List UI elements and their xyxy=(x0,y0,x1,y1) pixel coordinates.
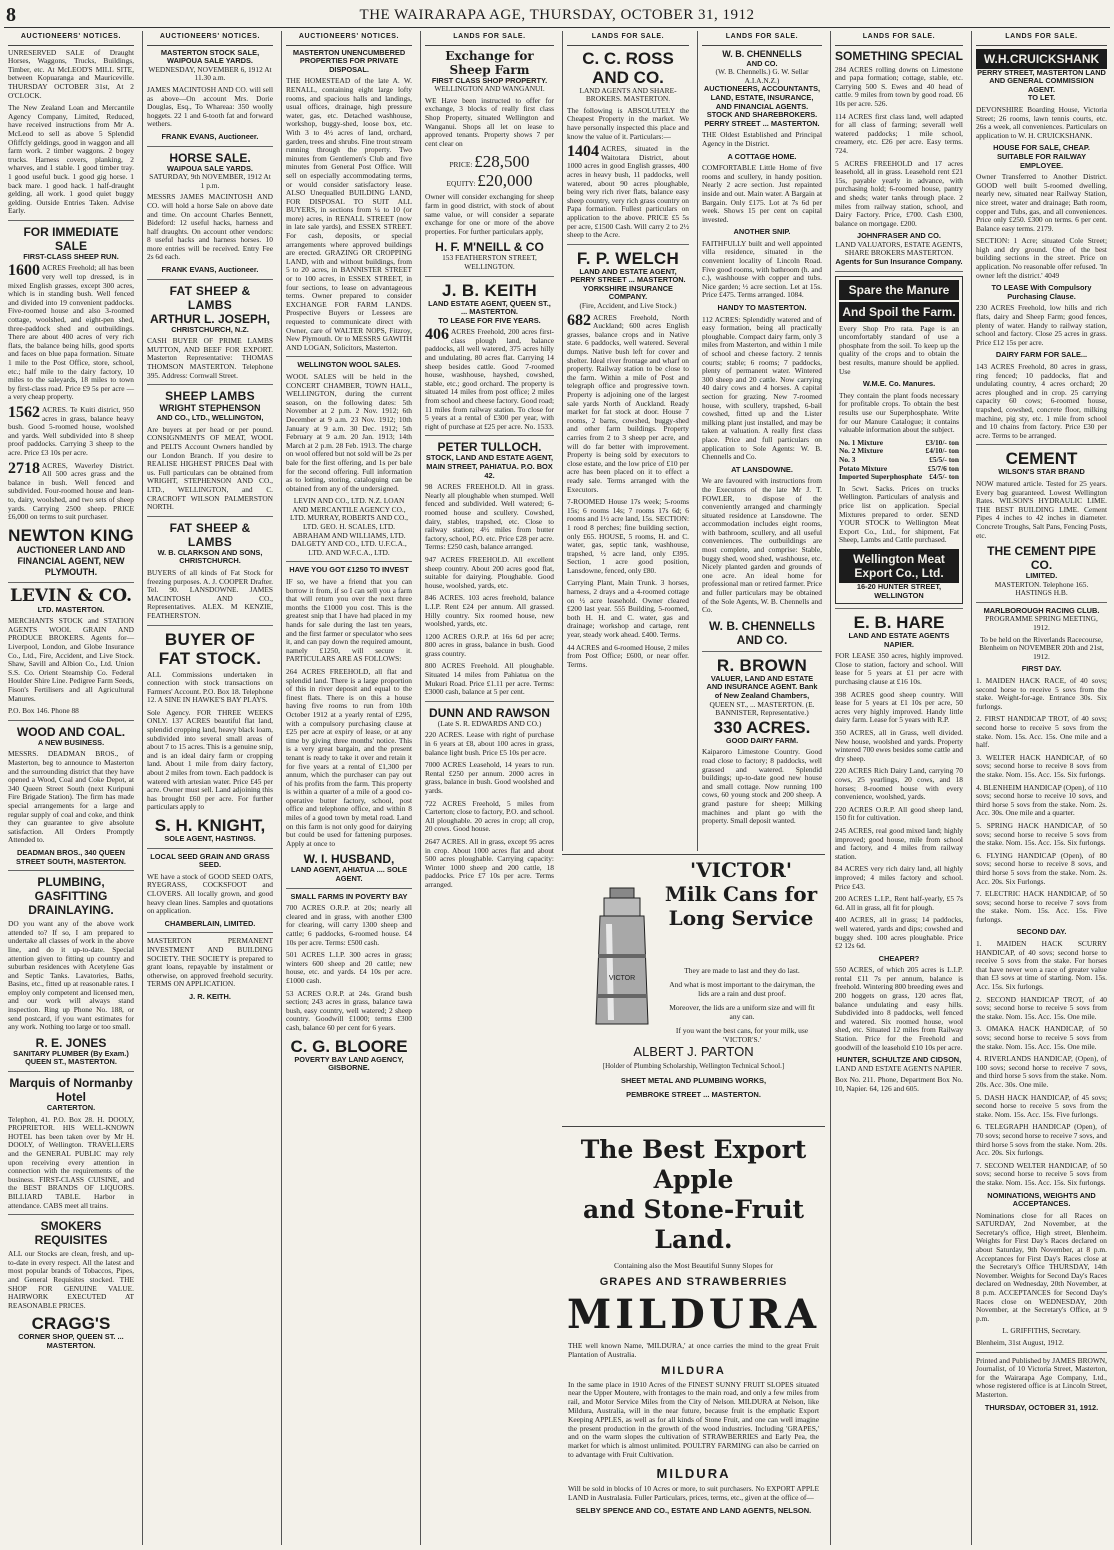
ad-text: 7000 ACRES Leasehold, 14 years to run. Rental £250 per annum. 2000 acres in grass, balance in bush. Good woolshed and yards. xyxy=(425,760,554,795)
mildura-sub2: MILDURA xyxy=(656,1465,731,1481)
victor-text-4: If you want the best cans, for your milk, use 'VICTOR'S.' xyxy=(675,1026,809,1044)
ad-text: Owner Transferred to Another District. GOOD well built 5-roomed dwelling, nearly new, situated near Railway Station, nice street, water and drainage; Bath room, copper and Tubs, gas, and all conveniences. Price only £250. £300 on terms. 6 per cent. Balance easy terms. 2179. xyxy=(976,172,1107,233)
ad-date: WEDNESDAY, NOVEMBER 6, 1912 At 11.30 a.m. xyxy=(148,64,272,83)
ad-draught-horses-details: The New Zealand Loan and Mercantile Agency Company, Limited, Reduced, have received instructions from Mr A. McLeod to sell as above 5 Splendid Ofiffcly geldings, good in waggon and all farm work. 2 timber waggons. 2 bogey trucks. Harness covers, planking, 2 wharves, and 1 stable. 1 good timber tray. 1 good useful buck. 1 good gig horse. 1 back mare. 1 good hack. 1 half-draught gelding, all work. 1 good quiet buggy gelding. Outside Entries Taken. Advise Early. xyxy=(8,103,134,216)
advertiser-name: H. F. M'NEILL & CO xyxy=(435,240,544,255)
ad-text: THE Oldest Established and Principal Agency in the District. xyxy=(702,130,822,148)
divider xyxy=(425,701,554,702)
ad-text: 350 ACRES, all in Grass, well divided. New house, woolshed and yards. Property wintered 700 ewes besides some cattle and dry sheep. xyxy=(835,728,963,763)
ad-title: SHEEP LAMBS xyxy=(165,389,255,404)
ad-text: Carrying Plant, Main Trunk. 3 horses, harness, 2 drays and a 4-roomed cottage on ½ acre leasehold. Owner cleared £200 last year. 555 Building, 5-roomed, both H. H. and C. water, gas and drainage; workshop and cartage, rent year, steady work ahead. £400. Terms. xyxy=(567,578,689,640)
parton-sub: [Holder of Plumbing Scholarship, Wellington Technical School.] xyxy=(602,1062,785,1070)
manure-product: No. 3 xyxy=(839,454,856,464)
meat-export-address: 16-20 HUNTER STREET, WELLINGTON xyxy=(856,581,942,600)
ad-title: CEMENT xyxy=(1005,449,1078,469)
meat-export-firm: Wellington Meat Export Co., Ltd. xyxy=(839,549,959,583)
ad-text: 264 ACRES FREEHOLD, all flat and splendid land. There is a large proportion of this in river deposit and equal to the finest flats. There is on this a house having five rooms to run from 10th October 1912 at a yearly rental of £295, with a compulsory purchasing clause at £25 per acre at expiry of lease, or at any time by giving three months' notice. This is a very great bargain, and the present tenant is ready to take it over and retain it for five years at a rental of £1,300 per annum, which the purchaser can pay out of his profits from the farm. This property is within a quarter of a mile of a good co-operative butter factory, school, post office and telephone office, and within 8 miles of a good town by metal road. Land on this farm is not only good for dairying but could be used for fattening purposes. Apply at once to xyxy=(286,666,412,848)
ad-footer: P.O. Box 146. Phone 88 xyxy=(8,706,79,716)
advertiser-name: ARTHUR L. JOSEPH, xyxy=(149,311,270,326)
race-entry: 3. WELTER HACK HANDICAP, of 60 sovs; second horse to receive 8 sovs from the stake. Nom. 15s. Acc. 15s. Six furlongs. xyxy=(976,752,1107,779)
racing-date: Blenheim, 31st August, 1912. xyxy=(976,1338,1064,1347)
ad-text: DO you want any of the above work attended to? If so, I am prepared to undertake all classes of work in the above line, and do it up-to-date. Special attention given to fitting up country and suburban residences with Acetylene Gas and Septic Tanks. Lavatories, Baths, Basins, etc., fitted up at reasonable rates. I employ only competent and licensed men, and our work will always stand inspection. Ring up Phone No. 188, or send postcard, if you want estimates for any work. Nothing too large or too small. xyxy=(8,919,134,1032)
column-header: AUCTIONEERS' NOTICES. xyxy=(8,31,134,46)
ad-subtitle: LAND VALUATORS, ESTATE AGENTS, SHARE BROKERS MASTERTON. xyxy=(835,239,963,258)
divider xyxy=(8,1071,134,1072)
ad-text: 700 ACRES O.R.P. at 20s; nearly all cleared and in grass, with another £300 for clearing, will carry 1300 sheep and cattle; 6 paddocks, 6-roomed house. £4 10s per acre. Terms: £500 cash. xyxy=(286,903,412,947)
mildura-ad xyxy=(562,1126,825,1544)
levin-title: LEVIN & CO. xyxy=(9,585,133,606)
ad-text: MASTERTON PERMANENT INVESTMENT AND BUILDING SOCIETY. THE SOCIETY is prepared to grant loans, repayable by instalment or otherwise, on approved freehold security. TERMS ON APPLICATION. xyxy=(147,936,273,989)
ad-footer: Box No. 211. Phone, Department Box No. 10, Napier. 64, 126 and 605. xyxy=(835,1075,963,1093)
victor-text-3: Moreover, the lids are a uniform size and will fit any can. xyxy=(669,1003,815,1021)
ad-lease: TO LEASE FOR FIVE YEARS. xyxy=(438,315,541,325)
can-label: VICTOR xyxy=(608,975,636,982)
price-label: PRICE: xyxy=(449,160,473,170)
column-header: LANDS FOR SALE. xyxy=(702,31,822,46)
ad-text: 722 ACRES Freehold, 5 miles from Carterton; close to factory, P.O. and school. All ploughable. 20 acres in crop; all crop, 20 cows. Good house. xyxy=(425,798,554,834)
race-entry: 2. FIRST HANDICAP TROT, of 40 sovs; second horse to receive 5 sovs from the stake. Nom. 15s. Acc. 15s. One mile and a half. xyxy=(976,714,1107,750)
advertiser-name: C. C. ROSS AND CO. xyxy=(582,48,674,87)
ad-subtitle: A NEW BUSINESS. xyxy=(37,737,105,747)
ad-subtitle: CHRISTCHURCH, N.Z. xyxy=(171,324,249,334)
ad-text: 143 ACRES Freehold, 80 acres in grass, ring fenced; 10 paddocks, flat and undulating country, 4 acres orchard; 20 acres ploughed and in crop. 25 carrying capacity 60 cows; 6-roomed house, trapshed, cowshed, concrete floor, milking machine, pig sty, etc. 1 mile from school and 10 chains from factory. Price £30 per acre. Terms to be arranged. xyxy=(976,362,1107,440)
newton-king-title: NEWTON KING xyxy=(8,525,134,545)
ad-subtitle: POVERTY BAY LAND AGENCY, GISBORNE. xyxy=(294,1054,404,1073)
ad-text: BUYERS of all kinds of Fat Stock for freezing purposes. A. J. COOPER Drafter. Tel. 90. LANSDOWNE. JAMES MACINTOSH AND CO., Representatives. ALEX. M KENZIE, FEATHERSTON. xyxy=(147,567,273,620)
column-5 xyxy=(562,31,693,851)
ad-heading: HANDY TO MASTERTON. xyxy=(717,303,807,313)
divider xyxy=(976,444,1107,445)
mildura-big: MILDURA xyxy=(567,1291,820,1338)
ad-text: CASH BUYER OF PRIME LAMBS MUTTON, AND BEEF FOR EXPORT. Masterton Representative: THOMAS THOMSON MASTERTON. Telephone 395. Address: Cornwall Street. xyxy=(147,336,273,380)
ad-text: We are favoured with instructions from the Executors of the late Mr J. T. FOWLER, to dispose of the conveniently arranged and charmingly situated residence at Lansdowne. The accommodation includes eight rooms, with bathroom, scullery, and all useful conveniences. The outbuildings are most complete, and comprise: Stable, buggy shed, wood shed, washhouse, etc. Nicely planted garden and grounds of one acre. An ideal home for professional man or retired farmer. Price and fuller particulars may be obtained of the Sole Agents, W. B. Chennells and Co. xyxy=(702,476,822,615)
advertiser-name: DUNN AND RAWSON xyxy=(429,705,550,720)
mildura-title-1: The Best Export Apple xyxy=(580,1135,807,1194)
ad-subtitle: LAND AND ESTATE AGENTS NAPIER. xyxy=(835,1063,963,1073)
acreage-number: 406 xyxy=(425,326,449,344)
ad-text: 398 ACRES good sheep country. Will lease for 5 years at £1 10s per acre, 50 acres very highly improved. Handy little dairy farm. Lease for 5 years with R.P. xyxy=(835,689,963,725)
manure-brand: W.M.E. Co. Manures. xyxy=(862,379,936,389)
price-value: £28,500 xyxy=(474,152,530,172)
column-6 xyxy=(697,31,826,851)
ad-title: HAVE YOU GOT £1250 TO INVEST xyxy=(289,565,409,575)
manure-price-list xyxy=(839,439,959,482)
ad-initials: W. B. CHENNELLS xyxy=(722,48,802,59)
ad-text: ACRES, situated in the Waitotara District, about 1000 acres in good English grasses, 400 acres in heavy bush, 11 paddocks, well watered, about 90 acres ploughable, being very rich river flats, balance easy sheep country, very rich grass country on Papa formation. Fullest particulars on application to the above. PRICE £5 5s per acre, £1500 Cash. Will carry 2 to 2½ sheep to the Acre. xyxy=(567,144,689,240)
ad-title: WELLINGTON WOOL SALES. xyxy=(297,360,401,370)
ad-subtitle: SANITARY PLUMBER (By Exam.) QUEEN ST., MASTERTON. xyxy=(13,1048,129,1067)
ad-subtitle: LAND AGENT, AHIATUA .... SOLE AGENT. xyxy=(290,865,408,884)
ad-text: WE Have been instructed to offer for exchange, 3 blocks of really first class Shop Property, situated Wellington and Wanganui. Shops all let on lease to approved tenants. Property shows 7 per cent clear on xyxy=(425,95,554,148)
ad-text: SECTION: 1 Acre; situated Cole Street; high and dry ground. One of the best building sections in the street. Price on application. No reasonable offer refused. 'In owner left the district.' 4049 xyxy=(976,236,1107,280)
ad-text: 400 ACRES, all in grass; 14 paddocks, well watered, yards and dips; cowshed and buggy shed. 100 acres ploughable. Price £2 12s 6d. xyxy=(835,915,963,951)
racing-text: To be held on the Riverlands Racecourse, Blenheim on NOVEMBER 20th and 21st, 1912. xyxy=(979,634,1104,661)
divider xyxy=(702,651,822,652)
ad-signature: J. R. KEITH. xyxy=(189,991,231,1001)
ad-subtitle: FIRST CLASS SHOP PROPERTY. xyxy=(431,75,548,85)
race-entry: 4. BLENHEIM HANDICAP (Open), of 110 sovs; second horse to receive 10 sovs, and third horse 5 sovs from the stake. Nom. 2s. Acc. 30s. One mile and a quarter. xyxy=(976,782,1107,818)
race-entry: 5. SPRING HACK HANDICAP, of 50 sovs; second horse to receive 5 sovs from the stake. Nom. 15s. Acc. 15s. Six furlongs. xyxy=(976,820,1107,848)
advertiser-name: HUNTER, SCHULTZE AND CIDSON, xyxy=(836,1055,962,1065)
races-day-2 xyxy=(976,940,1107,1187)
mildura-text-8: Will be sold in blocks of 10 Acres or more, to suit purchasers. No EXPORT APPLE LAND in Australasia. Fuller Particulars, prices, terms, etc., given at the office of— xyxy=(568,1483,819,1502)
divider xyxy=(147,146,273,147)
acreage-number: 2718 xyxy=(8,459,40,477)
ad-subtitle: WILSON'S STAR BRAND xyxy=(998,467,1085,477)
ad-text: WOOL SALES will be held in the CONCERT CHAMBER, TOWN HALL, WELLINGTON, during the current season, on the following dates: 5th November at 2 p.m. 2 Nov. 1912; 6th December at 9 a.m. 23 Nov. 1912; 10th January at 9 a.m. 30 Dec. 1912; 5th February at 9 a.m. 20 Jan. 1913; 14th March at 2 p.m. 28 Feb. 1913. The charge on wool offered but not sold will be 2s per bale for the first offering, and 1s per bale for the second offering. Full information as to lotting, storing, cataloguing can be obtained from any of the undersigned. xyxy=(286,371,412,493)
ad-title: SOMETHING SPECIAL xyxy=(835,48,964,63)
parton-sub2: SHEET METAL AND PLUMBING WORKS, xyxy=(620,1076,767,1085)
divider xyxy=(8,720,134,721)
advertiser-name: PETER TULLOCH. xyxy=(437,440,542,455)
race-entry: 5. DASH HACK HANDICAP, of 45 sovs; second horse to receive 5 sovs from the stake. Nom. 15s. Acc. 15s. Five furlongs. xyxy=(976,1092,1107,1119)
victor-text-2: And what is most important to the dairyman, the lids are a rain and dust proof. xyxy=(669,980,815,998)
advertiser-name: W. B. CHENNELLS AND CO. xyxy=(708,618,815,647)
race-entry: 7. SECOND WELTER HANDICAP, of 50 sovs; second horse to receive 5 sovs from the stake. Nom. 15s. Acc. 15s. Six furlongs. xyxy=(976,1160,1107,1187)
mildura-text-1: Containing also the Most Beautiful Sunny Slopes for xyxy=(614,1261,773,1270)
imprint-date: THURSDAY, OCTOBER 31, 1912. xyxy=(984,1402,1099,1412)
race-entry: 4. RIVERLANDS HANDICAP, (Open), of 100 sovs; second horse to receive 7 sovs, and third horse 5 sovs from the stake. Nom. 20s. Acc. 30s. One mile. xyxy=(976,1054,1107,1089)
advertiser-name: W. I. HUSBAND, xyxy=(303,852,395,867)
divider xyxy=(976,1352,1107,1353)
ad-title: LOCAL SEED GRAIN AND GRASS SEED. xyxy=(150,851,270,870)
ad-text: 2647 ACRES. All in grass, except 95 acres in crop. About 1000 acres flat and about 500 acres ploughable. Carrying capacity: Winter 1000 sheep and 200 cattle, 18 paddocks. Price £7 10s per acre. Terms arranged. xyxy=(425,836,554,889)
ad-text: 112 ACRES: Splendidly watered and of easy formation, being all practically ploughable. Compact dairy farm, only 3 miles from Masterton, and within 1 mile of school and cheese factory. 2 tennis courts; stable; 6 rooms; 7 paddocks, plenty of permanent water. Wintered 300 sheep and 20 cattle. Now carrying 40 dairy cows and 4 horses. A capital section for grazing. New 7-roomed house, with scullery, trapshed, 6-bail cowshed, fitted up and the Lister milking plant just installed, and may be taken at valuation. A really first class place. Price and full particulars on application to Sole Agents: W. B. Chennells and Co. xyxy=(702,314,822,462)
ad-subtitle: LAND ESTATE AGENT, QUEEN ST., ... MASTERTON. xyxy=(428,298,551,317)
ad-text: ACRES Freehold; all has been very well top dressed, is in mixed English grasses, except 300 acres, which is in standing bush. Well fenced and divided into 19 convenient paddocks. Five-roomed house and also 3-roomed cottage, woolshed, and eight-pen shed, three-paddock shed and outbuildings. There are about 400 acres of very rich flats, the balance being hills, good sports and faces on blue papa formation. Situate 1 mile to the Post Office, store, school, etc.; half mile to the dairy factory, 10 miles to the saleyards, 18 miles to town by first-class road. Price £9 5s per acre — a very cheap property. xyxy=(8,263,134,402)
column-header: AUCTIONEERS' NOTICES. xyxy=(286,31,412,46)
ad-text: ACRES Freehold, North Auckland; 600 acres English grasses, balance crops and in Native state. 6 paddocks, well watered. Several dumps. Native bush left for cover and shelter. Ideal river frontage and wharf on property. Railway station to be close to the farm. Within a mile of Post and telegraph office and progressive town. Property is adjoining one of the largest sale yards North of Auckland. Ready market for fat stock at door. House 7 rooms, 2 barns, cowshed, buggy-shed and other farm buildings. Property carries from 2 to 3 sheep per acre, and will do far better with improvement. Property is being sold by executors to close estate, and the low price of £10 per acre has been placed on it to effect a ready sale. Terms arranged with the Executors. xyxy=(567,312,689,494)
race-entry: 1. MAIDEN HACK RACE, of 40 sovs; second horse to receive 5 sovs from the stake. Weight-for-age. Entrance 30s. Six furlongs. xyxy=(976,676,1107,711)
ad-subtitle: YORKSHIRE INSURANCE COMPANY. xyxy=(583,283,673,302)
ad-text: MESSRS JAMES MACINTOSH AND CO. will hold a horse Sale on above date and time. On account Charles Bennett, Bideford: 12 useful hacks, harness and half draughts. On account other vendors: 8 useful hacks and harness horses. 10 more entries will be received. Entry Fee 2s 6d each. xyxy=(147,192,273,262)
mildura-title-2: and Stone-Fruit Land. xyxy=(583,1195,804,1254)
ad-text: Telephon, 41. P.O. Box 28. H. DOOLY, PROPRIETOR. HIS WELL-KNOWN HOTEL has been taken over by Mr H. DOOLY, of Wellington. TRAVELLERS and the GENERAL PUBLIC may rely upon receiving every attention in connection with the requirements of the business. FIRST-CLASS CUISINE, and the BEST BRANDS OF LIQUORS. BILLIARD TABLE. Harbor in attendance. CABS meet all trains. xyxy=(8,1114,134,1210)
ad-firms: LEVIN AND CO., LTD. N.Z. LOAN AND MERCANTILE AGENCY CO., LTD. MURRAY, ROBERTS AND CO., LTD. GEO. H. SCALES, LTD. ABRAHAM AND WILLIAMS, LTD. DALGETY AND CO., LTD. U.F.C.A., LTD. AND W.F.C.A., LTD. xyxy=(290,496,408,557)
advertiser-name: JOHNFRASER AND CO. xyxy=(857,231,941,241)
ad-title: MASTERTON STOCK SALE, xyxy=(160,47,260,57)
victor-milk-cans-ad xyxy=(562,854,825,1124)
ad-text: 550 ACRES, of which 205 acres is L.I.P. rental £11 7s per annum, balance is freehold. Wintering 800 breeding ewes and 200 hoggets on grass, 120 acres flat, balance undulating and easy hills. Subdivided into 8 paddocks, well fenced and watered. Six roomed house, wool shed, etc. Situated 12 miles from Railway Station. Price for the Freehold and goodwill of the leasehold £10 10s per acre. xyxy=(835,965,963,1052)
column-header: AUCTIONEERS' NOTICES. xyxy=(147,31,273,46)
ad-text: 220 ACRES Rich Dairy Land, carrying 70 cows, 25 yearlings, 20 cows, and 18 horses; 8-roomed house with every convenience, woolshed, yards. xyxy=(835,766,963,802)
ad-heading: ANOTHER SNIP. xyxy=(733,227,791,237)
column-4 xyxy=(420,31,558,1545)
ad-text: JAMES MACINTOSH AND CO. will sell as above—On account Mrs. Dorie Douglas, Esq., To Whareaa: 350 woolly hoggets. 22 1 and 6-tooth fat and forward wethers. xyxy=(147,84,273,129)
column-2 xyxy=(142,31,277,1545)
advertiser-name: CHAMBERLAIN, LIMITED. xyxy=(164,918,256,928)
ad-text: 53 ACRES O.R.P. at 24s. Grand bush section; 243 acres in grass, balance tawa bush, easy country, well watered; 2 sheep country. Goodwill £1000; terms £300 cash, balance 60 per cent for 6 years. xyxy=(286,988,412,1032)
ad-subtitle: LAND AND ESTATE AGENTS NAPIER. xyxy=(848,631,950,649)
manure-price: £4/10/- ton xyxy=(925,446,959,456)
ad-text: IF so, we have a friend that you can borrow it from, if so I can sell you a farm that will return you over the next three months the £1000 you cost. This is the greatest snip that I have had placed in my hands for sale during the last ten years, and the first farmer or speculator who sees it, and can pay down the required amount, namely £1250, will secure it. PARTICULARS ARE AS FOLLOWS: xyxy=(286,577,412,664)
ad-text: DEVONSHIRE Boarding House, Victoria Street; 26 rooms, lawn tennis courts, etc. 26s a week, all conveniences. Particulars on application to W. H. CRUICKSHANK. xyxy=(976,104,1107,140)
ad-text: Kaiparoro Limestone Country. Good road close to factory; 8 paddocks, well grassed and watered. Splendid buildings; up-to-date good new house and small cottage. Now running 100 cows, 60 young stock and 200 sheep. A grand pasture for sheep; Milking machines and plant go with the property. Small deposit wanted. xyxy=(702,747,822,826)
ad-text: 947 ACRES FREEHOLD. All excellent sheep country. About 200 acres good flat, suitable for dairying. Ploughable. Good house, woolshed, yards, etc. xyxy=(425,554,554,590)
divider xyxy=(286,561,412,562)
ad-subtitle: GOOD DAIRY FARM. xyxy=(725,735,799,745)
ad-text: 114 ACRES first class land, well adapted for all class of farming; severall well watered paddocks; 1 mile school, creamery, etc. £26 per acre. Easy terms. 724. xyxy=(835,111,963,155)
manure-price: £5/7/6 ton xyxy=(927,463,959,473)
advertiser-name: C. G. BLOORE xyxy=(290,1036,408,1056)
race-entry: 6. TELEGRAPH HANDICAP (Open), of 70 sovs; second horse to receive 7 sovs, and third horse 5 sovs from the stake. Nom. 20s. Acc. 20s. Six furlongs. xyxy=(976,1122,1107,1158)
ad-subtitle: CARTERTON. xyxy=(46,1103,96,1113)
ad-title: WOOD AND COAL. xyxy=(16,724,126,739)
divider xyxy=(425,276,554,277)
ad-subtitle: LAND AND ESTATE AGENT, PERRY STREET ... MASTERTON. xyxy=(570,266,686,285)
advertiser-name: R. BROWN xyxy=(716,655,808,675)
ad-agents: Agents for Sun Insurance Company. xyxy=(835,257,963,267)
manure-text: Every Shop Pro rata. Page is an uncomfortably standard of use a phosphate from the soil. To keep up the quality of the crops and to obtain the best results, manure should be applied. Use xyxy=(839,323,959,376)
manure-product: No. 1 Mixture xyxy=(839,437,883,447)
manure-price-row xyxy=(839,473,959,482)
manure-product: Imported Superphosphate xyxy=(839,472,923,482)
ad-text: 501 ACRES L.I.P. 300 acres in grass; winters 600 sheep and 20 cattle; new house, etc. and yards. £4 10s per acre. £1000 cash. xyxy=(286,950,412,985)
manure-price: £3/10/- ton xyxy=(925,437,959,447)
ad-signature: FRANK EVANS, Auctioneer. xyxy=(161,131,259,141)
ad-text: THE HOMESTEAD of the late A. W. RENALL, containing eight large lofty rooms, and spacious halls and landings, usual offices, drainage, high pressure water, gas, etc. Detached washhouse, workshop, buggy-shed, loose box, etc. With 3 to 4½ acres of land, orchard, garden, trees and shrubs. Fine trout stream running through the property. Two minutes from Gentlemen's Club and five minutes from General Post Office. Will sell on especially accommodating terms, or would consider satisfactory lease. ALSO Unequalled BUILDING LAND, FOR DISPOSAL TO SUIT ALL BUYERS, in sections from ¼ to 10 (or more) acres, in RENALL STREET (now in late sale yards), and ESSEX STREET. For cash, deposits, or special arrangements where approved buildings are erected. GRAZING OR CROPPING LAND, with and without buildings, from 5 to 20 acres, in BANNISTER STREET or to 100 acres, in ESSEX STREET, in four sections, to lease on advantageous terms. Owner prepared to consider EXCHANGE FOR FARM LANDS. Prospective Buyers or Lessees are requested to communicate direct with Owner, care of WALTER NOPS, Fitzroy, New Plymouth. Or to MESSRS GAWITH AND LOGAN, Solicitors, Masterton. xyxy=(286,76,412,352)
advertiser-name: CRAGG'S xyxy=(31,1314,111,1334)
ad-title: Exchange for Sheep Farm xyxy=(445,48,534,77)
divider xyxy=(8,582,134,583)
ad-text: Sole Agency. FOR THREE WEEKS ONLY. 137 ACRES beautiful flat land, splendid cropping land, heavy black loam, subdivided into several small areas of about 7 to 15 acres. This is a genuine snip, and is an ideal dairy farm or cropping land. About 1 mile from dairy factory, about 2 miles from town. Each paddock is watered with artesian water. Price £45 per acre. Owner must sell. Land adjoining this has brought £60 per acre. For further particulars apply to xyxy=(147,707,273,812)
victor-title: 'VICTOR' Milk Cans for Long Service xyxy=(664,858,818,930)
divider xyxy=(425,435,554,436)
victor-text-1: They are made to last and they do last. xyxy=(684,966,800,975)
ad-subtitle: LIMITED. xyxy=(1025,571,1058,581)
divider xyxy=(147,384,273,385)
ad-text: Are buyers at per head or per pound. CONSIGNMENTS OF MEAT, WOOL and PELTS Account Owners handled by our London Branch. If you desire to REALISE HIGHEST PRICES Deal with us. Full particulars can be obtained from WRIGHT, STEPHENSON AND CO., LTD., WELLINGTON, and C. CRACROFT WILSON PALMERSTON NORTH. xyxy=(147,424,273,512)
ad-footer: DEADMAN BROS., 340 QUEEN STREET SOUTH, MASTERTON. xyxy=(16,847,126,866)
ad-title: PLUMBING, GASFITTING DRAINLAYING. xyxy=(28,875,114,918)
ad-text: ACRES. Te Kuiti district, 950 acres in grass, balance heavy bush. Good 5-roomed house, woolshed and yards. Well subdivided into 8 sheep proof paddocks. Carrying 3 sheep to the acre. Price £3 10s per acre. xyxy=(8,404,134,457)
ad-heading: CHEAPER? xyxy=(878,953,920,963)
acreage-number: 1562 xyxy=(8,403,40,421)
ad-text: ACRES, Waverley District. All 500 acres grass and the balance in bush. Well fenced and subdivided. Four-roomed house and lean-to, dairy, woolshed, and two sets of sheep yards. Carrying 2500 sheep. PRICE £6,000 on terms to suit purchaser. xyxy=(8,460,134,522)
page-number: 8 xyxy=(6,4,16,26)
ad-text: 220 ACRES. Lease with right of purchase in 6 years at £8, about 100 acres in grass, balance light bush. Price £5 10s per acre. xyxy=(425,730,554,757)
ad-subtitle: WAIPOUA SALE YARDS. xyxy=(167,163,253,173)
manure-text-2: They contain the plant foods necessary for profitable crops. To obtain the best results use our Superphosphate. Write for our Manure Catalogue; it contains valuable information about the subject. xyxy=(839,390,959,435)
ad-title: SMOKERS REQUISITES xyxy=(34,1219,108,1248)
divider xyxy=(976,602,1107,603)
divider xyxy=(286,888,412,889)
manure-product: No. 2 Mixture xyxy=(839,446,883,456)
manure-title-2: And Spoil the Farm. xyxy=(839,302,959,322)
column-7 xyxy=(830,31,967,1545)
acreage-number: 1600 xyxy=(8,262,40,280)
ad-title: FAT SHEEP & LAMBS xyxy=(169,283,251,312)
masthead-rule xyxy=(4,27,1110,28)
column-header: LANDS FOR SALE. xyxy=(425,31,554,46)
divider xyxy=(567,244,689,245)
divider xyxy=(286,356,412,357)
equity-label: EQUITY: xyxy=(446,179,476,189)
ad-text: 846 ACRES. 103 acres freehold, balance L.I.P. Rent £24 per annum. All grassed. Hilly country. Six roomed house, new woolshed, yards, etc. xyxy=(425,593,554,629)
ad-subtitle: (Late S. R. EDWARDS AND CO.) xyxy=(437,718,542,728)
divider xyxy=(8,220,134,221)
ad-subtitle: LTD. MASTERTON. xyxy=(37,604,105,614)
equity-value: £20,000 xyxy=(477,171,533,191)
column-3 xyxy=(281,31,416,1545)
parton-name: ALBERT J. PARTON xyxy=(633,1044,754,1059)
acreage-number: 682 xyxy=(567,311,591,329)
ad-heading: TO LEASE With Compulsory Purchasing Clause. xyxy=(991,283,1092,301)
acreage-number: 1404 xyxy=(567,143,599,161)
racing-day-1: FIRST DAY. xyxy=(1021,664,1062,674)
divider xyxy=(835,608,963,609)
column-header: LANDS FOR SALE. xyxy=(567,31,689,46)
ad-text: 284 ACRES rolling downs on Limestone and papa formation; cottage, stable, etc. Carrying 500 S. Ewes and 40 head of cattle. 9 miles from town by good road. £6 10s per acre. 526. xyxy=(835,64,963,108)
racing-signature: L. GRIFFITHS, Secretary. xyxy=(1002,1326,1081,1336)
ad-text: MESSRS. DEADMAN BROS., of Masterton, beg to announce to Masterton and the surrounding district that they have opened a Wood, Coal and Coke Depot, at 340 Queen Street South (next Kuripuni Fire Brigade Station). The firm has made special arrangements for a large and regular supply of coal and coke, and think they can guarantee to give absolute satisfaction. All Orders Promptly Attended to. xyxy=(8,749,134,845)
ad-subtitle: AND CO. xyxy=(746,58,778,68)
advertiser-name: R. E. JONES xyxy=(35,1035,107,1050)
ad-text: 44 ACRES and 6-roomed House, 2 miles from Post Office; £600, or near offer. Terms. xyxy=(567,642,689,669)
ad-subtitle: AND CO., LTD., WELLINGTON, xyxy=(156,413,264,423)
acreage-title: 330 ACRES. xyxy=(713,717,811,737)
ad-text: FOR LEASE 350 acres, highly improved. Close to station, factory and school. Will lease for 5 years at £1 per acre with purchasing clause at £16 10s. xyxy=(835,651,963,687)
divider xyxy=(147,279,273,280)
ad-subtitle: STOCK, LAND AND ESTATE AGENT, MAIN STREET, PAHIATUA. P.O. BOX 42. xyxy=(425,453,554,480)
column-1 xyxy=(4,31,138,1545)
column-8 xyxy=(971,31,1111,1545)
manure-price: £4/5/- ton xyxy=(929,472,959,482)
manure-text-3: In 5cwt. Sacks. Prices on trucks Wellington. Particulars of analysis and price list on application. Special Mixtures prepared to order. SEND YOUR STOCK to Wellington Meat Export Co., Ltd., for shipment, Fat Sheep, Lambs and Cattle purchased. xyxy=(839,483,959,545)
ad-text: WE have a stock of GOOD SEED OATS, RYEGRASS, COCKSFOOT and CLOVERS. All locally grown, and good heavy clean lines. Samples and quotations on application. xyxy=(147,871,273,916)
ad-text: 230 ACRES Freehold, low hills and rich flats, dairy and Sheep Farm; good fences, plenty of water. Handy to railway station, school and factory. Close 25 acres in grass. Price £12 15s per acre. xyxy=(976,303,1107,347)
ad-text: 84 ACRES very rich dairy land, all highly improved; 4 miles factory and school. Price £43. xyxy=(835,864,963,891)
ad-title: FAT SHEEP & LAMBS xyxy=(169,520,251,549)
manure-title-1: Spare the Manure xyxy=(839,280,959,300)
ad-text: 1200 ACRES O.R.P. at 16s 6d per acre; 800 acres in grass, balance in bush. Good grass country. xyxy=(425,631,554,658)
ad-text: ALL Commissions undertaken in connection with stock transactions on Farmers' Account. P.O. Box 18. Telephone 12. A SINE IN HAWKE'S BAY PLAYS. xyxy=(147,669,273,705)
ad-names: (W. B. Chennells.) G. W. Sellar A.I.A.N.Z.) xyxy=(715,67,809,85)
ad-text: ACRES Freehold, 200 acres first-class plough land, balance paddocks, all well watered, 375 acres hilly and undulating, 80 acres flat. Carrying 14 sheep besides cattle. Good 7-roomed house, washhouse, hayshed, cowshed, stable, etc.; good orchard. The property is situated 14 miles from post office; 2 miles from school and cheese factory. Good road; 11 miles from railway station. To close for 5 years at a rental of £300 per year, with right of purchase at £25 per acre. No. 1533. xyxy=(425,327,555,431)
ad-text: 7-ROOMED House 17s week; 5-rooms 15s; 6 rooms 14s; 7 rooms 17s 6d; 6 rooms and 1½ acre land, 15s. SECTION: 1 rood 8 perches; fine building section, only £65. HOUSE, 5 rooms, H. and C. water, gas, septic tank, washhouse, trapshed, ½ acre land, only £395. Section, 1 acre good position, Lansdowne, fenced, only £80. xyxy=(567,497,689,575)
racing-club-title: MARLBOROUGH RACING CLUB. xyxy=(983,605,1100,615)
ad-heading: AT LANSDOWNE. xyxy=(731,464,793,474)
advertiser-name: E. B. HARE xyxy=(853,613,945,633)
ad-subtitle: VALUER, LAND AND ESTATE AND INSURANCE AGENT. Bank of New Zealand Chambers, xyxy=(706,673,818,700)
ad-subtitle: (Fire, Accident, and Live Stock.) xyxy=(579,301,677,311)
divider xyxy=(147,516,273,517)
advertiser-name: WRIGHT STEPHENSON xyxy=(159,403,261,414)
ad-text: 5 ACRES FREEHOLD and 17 acres leasehold, all in grass. Leasehold rent £21 15s, payable yearly in advance, with purchasing hold; 6-roomed house, pantry and sheds; water tanks through place. 2 miles from railway station, school, and Dairy Factory. Price, £700. Cash £300, balance on mortgage. £200. xyxy=(835,158,963,228)
mildura-sub: MILDURA xyxy=(661,1364,726,1377)
ad-text: 98 ACRES FREEHOLD. All in grass. Nearly all ploughable when stumped. Well fenced and subdivided. Well watered; 6-roomed house and scullery. Cowshed, dairy, stables, trapshed, etc. Close to railway station; 4½ miles from butter factory, school, P.O. etc. Price £28 per acre. Terms: £250 cash, balance arranged. xyxy=(425,482,555,552)
ad-text: Owner will consider exchanging for sheep farm in good district, with stock of about same value, or will consider a separate exchange for one or more of the above properties. For further particulars apply, xyxy=(425,192,554,236)
ad-heading: HOUSE FOR SALE, CHEAP. SUITABLE FOR RAILWAY EMPLOYEE. xyxy=(993,143,1090,170)
ad-text: 220 ACRES O.R.P. All good sheep land, 150 fit for cultivation. xyxy=(835,804,963,823)
advertiser-name: F. P. WELCH xyxy=(576,248,680,268)
advertiser-name: THE CEMENT PIPE CO. xyxy=(987,544,1096,573)
ad-subtitle: SOLE AGENT, HASTINGS. xyxy=(164,834,256,843)
racing-noms-text: Nominations close for all Races on SATURDAY, 2nd November, at the Secretary's office, High street, Blenheim. Weights for First Day's Races declared on about Saturday, 9th November, at 8 p.m. Acceptances for First Day's Races close at the Secretary's Office THURSDAY, 14th November. Weights for Second Day's Races declared on Wednesday, 20th November, at 8 p.m. ACCEPTANCES for Second Day's Races close on WEDNESDAY, 20th November, at the Secretary's Office, at 9 p.m. xyxy=(976,1210,1107,1323)
racing-day-2: SECOND DAY. xyxy=(1016,927,1067,937)
racing-noms: NOMINATIONS, WEIGHTS AND ACCEPTANCES. xyxy=(987,1190,1096,1209)
ad-text: 200 ACRES L.I.P., Rent half-yearly, £5 7s 6d. All in grass, all fit for plough. xyxy=(835,894,963,912)
ad-footer: CORNER SHOP, QUEEN ST. ... MASTERTON. xyxy=(18,1332,124,1350)
imprint: Printed and Published by JAMES BROWN, Journalist, of 10 Victoria Street, Masterton, for the Wairarapa Age Company, Ltd., whose registered office is at Lincoln Street, Masterton. xyxy=(976,1355,1107,1399)
manure-price: £5/5/- ton xyxy=(929,454,959,464)
ad-heading: TO LET. xyxy=(1027,93,1056,103)
ad-title: HORSE SALE. xyxy=(169,150,251,165)
divider xyxy=(8,870,134,871)
race-entry: 3. OMAKA HACK HANDICAP, of 50 sovs; second horse to receive 5 sovs from the stake. Nom. 15s. Acc. 15s. One mile. xyxy=(976,1024,1107,1051)
ad-subtitle: WAIPOUA SALE YARDS. xyxy=(167,56,253,66)
ad-address: QUEEN ST., ... MASTERTON. (E. BANNISTER, Representative.) xyxy=(709,699,815,718)
ad-subtitle: LAND AGENTS AND SHARE-BROKERS. MASTERTON. xyxy=(579,85,677,104)
manure-product: Potato Mixture xyxy=(839,463,888,473)
race-entry: 1. MAIDEN HACK SCURRY HANDICAP, of 40 sovs; second horse to receive 5 sovs from the stake. For horses that have never won a race of greater value than £3 sovs at time of starting. Nom. 15s. Acc. 15s. Six furlongs. xyxy=(976,939,1107,992)
column-header: LANDS FOR SALE. xyxy=(835,31,963,46)
advertiser-name: S. H. KNIGHT, xyxy=(154,816,266,835)
masthead xyxy=(0,0,1114,30)
ad-subtitle: W. B. CLARKSON AND SONS, CHRISTCHURCH. xyxy=(157,547,263,566)
ad-place: WELLINGTON AND WANGANUI. xyxy=(434,84,545,94)
ad-text: 245 ACRES, real good mixed land; highly improved; good house, mile from school and factory, and 4 miles from railway station. xyxy=(835,825,963,861)
masthead-title: THE WAIRARAPA AGE, THURSDAY, OCTOBER 31, 1912 xyxy=(359,7,755,23)
ad-address: MASTERTON. Telephone 165. HASTINGS H.B. xyxy=(994,579,1089,598)
advertiser-name: J. B. KEITH xyxy=(442,280,537,300)
ad-title: BUYER OF FAT STOCK. xyxy=(158,629,262,668)
race-entry: 6. FLYING HANDICAP (Open), of 80 sovs; second horse to receive 8 sovs, and third horse 5 sovs from the stake. Nom. 2s. Acc. 20s. Six Furlongs. xyxy=(976,850,1107,886)
ad-text: 800 ACRES Freehold. All ploughable. Situated 14 miles from Pahiatua on the Mukuri Road. Price £1.11 per acre. Terms: £3000 cash, balance at 5 per cent. xyxy=(425,661,554,697)
race-entry: 7. ELECTRIC HACK HANDICAP, of 50 sovs; second horse to receive 7 sovs from the stake. Nom. 15s. Acc. 15s. Five furlongs. xyxy=(976,889,1107,924)
ad-text: FAITHFULLY built and well appointed villa residence, situated in the convenient locality of Lincoln Road. Five good rooms, with bathroom (h. and c.), washhouse with copper and tubs. Nice garden; ½ acre section. Let at 15s. Price £475. Terms arranged. 1084. xyxy=(702,238,822,300)
milk-can-illustration xyxy=(590,884,654,1029)
ad-text: COMFORTABLE Little Home of five rooms and scullery, in handy position. Nearly 2 acre section. Just repainted inside and out. Main water. A Bargain at Bargain. Only £175. Lot at 7s 6d per week. Shows 15 per cent on capital invested. xyxy=(702,163,822,224)
races-day-1 xyxy=(976,677,1107,924)
ad-text: MERCHANTS STOCK and STATION AGENTS WOOL GRAIN AND PRODUCE BROKERS. Agents for—Liverpool, London, and Globe Insurance Co., Ltd., Fire, Accident, and Live Stock. Shaw, Savill and Albion Co., Ltd. Union S.S. Co. Orient Steamship Co. Federal Houlder Shire Line. Pedigree Farm Seeds, Fison's Fertilisers and all Agricultural Manures. xyxy=(8,616,134,703)
racing-programme: PROGRAMME SPRING MEETING, 1912. xyxy=(985,614,1098,633)
divider xyxy=(147,625,273,626)
ad-title: SMALL FARMS IN POVERTY BAY xyxy=(290,891,408,901)
divider xyxy=(147,932,273,933)
race-entry: 2. SECOND HANDICAP TROT, of 40 sovs; second horse to receive 5 sovs from the stake. Nom. 15s. Acc. 15s. One mile. xyxy=(976,994,1107,1021)
ad-date: SATURDAY, 9th NOVEMBER, 1912 At 1 p.m. xyxy=(149,172,271,190)
ad-signature: FRANK EVANS, Auctioneer. xyxy=(161,265,259,275)
divider xyxy=(147,848,273,849)
mildura-text-4: THE well known Name, 'MILDURA,' at once carries the mind to the great Fruit Plantation of Australia. xyxy=(568,1341,819,1359)
mildura-text-2: GRAPES AND STRAWBERRIES xyxy=(599,1276,788,1288)
ad-title: MASTERTON UNENCUMBERED PROPERTIES FOR PRIVATE DISPOSAL. xyxy=(292,47,406,74)
ad-title: Marquis of Normanby Hotel xyxy=(9,1076,133,1105)
ad-text: ALL our Stocks are clean, fresh, and up-to-date in every respect. All the latest and most popular brands of Tobaccos, Pipes, and General Requisites stocked. THE SHOP FOR GENUINE VALUE. HAIRWORK EXECUTED AT REASONABLE PRICES. xyxy=(8,1249,134,1310)
ad-heading: A COTTAGE HOME. xyxy=(727,151,797,161)
ad-address: 153 FEATHERSTON STREET, WELLINGTON. xyxy=(442,253,537,271)
ad-subtitle: FIRST-CLASS SHEEP RUN. xyxy=(23,251,119,261)
ad-text: NOW matured article. Tested for 25 years. Every bag guaranteed. Lowest Wellington Rates. WILSON'S HYDRAULIC LIME. THE BEST BUILDING LIME. Cement Pipes 4 inches to 42 inches in diameter. Concrete Troughs, Salt Pans, Fencing Posts, etc. xyxy=(976,478,1107,540)
divider xyxy=(8,1214,134,1215)
mildura-text-6: In the same place in 1910 Acres of the FINEST SUNNY FRUIT SLOPES situated near the Upper Moutere, with frontages to the main road, and only a few miles from rail, and Motor Service Miles from the City of Nelson. MILDURA at Nelson, like Mildura, Australia, will in the near future, because fruit is the emphatic Export Keeping APPLES, as well as for all kinds of Stone Fruit, and one can well imagine the present production in the growth of the wood industries. Including 'GRAPES,' and on the warm slopes the cultivation of STRAWBERRIES and Early Pea, the market for which is almost unlimited. POULTRY FARMING can also be carried on to advantage with Fruit Cultivation. xyxy=(568,1379,819,1459)
mildura-agent: SELBY SPENCE AND CO., ESTATE AND LAND AGENTS, NELSON. xyxy=(575,1506,812,1516)
parton-addr: PEMBROKE STREET ... MASTERTON. xyxy=(626,1090,761,1099)
ad-text: AUCTIONEERS, ACCOUNTANTS, LAND, ESTATE, INSURANCE, AND FINANCIAL AGENTS. STOCK AND SHAREBROKERS. PERRY STREET ... MASTERTON. xyxy=(703,84,821,128)
ad-text: The following is ABSOLUTELY the Cheapest Property in the market. We have personally inspected this place and know the value of it. Particulars:— xyxy=(567,105,689,141)
column-header: LANDS FOR SALE. xyxy=(976,31,1107,46)
ad-draught-horses: UNRESERVED SALE of Draught Horses, Waggons, Trucks, Buildings, Timber, etc. At McLEOD'S MILL SITE, between Kopuaranga and Mauriceville. THURSDAY OCTOBER 31st, At 2 O'CLOCK. xyxy=(8,47,134,100)
advertiser-name: W.H.CRUICKSHANK xyxy=(976,49,1107,69)
ad-title: FOR IMMEDIATE SALE xyxy=(23,224,119,253)
ad-subtitle: AUCTIONEER LAND AND FINANCIAL AGENT, NEW PLYMOUTH. xyxy=(16,544,126,577)
manure-ad xyxy=(835,276,963,604)
ad-subtitle: PERRY STREET, MASTERTON LAND AND GENERAL COMMISSION AGENT. xyxy=(977,67,1106,94)
divider xyxy=(835,271,963,272)
ad-heading: DAIRY FARM FOR SALE... xyxy=(995,350,1088,360)
